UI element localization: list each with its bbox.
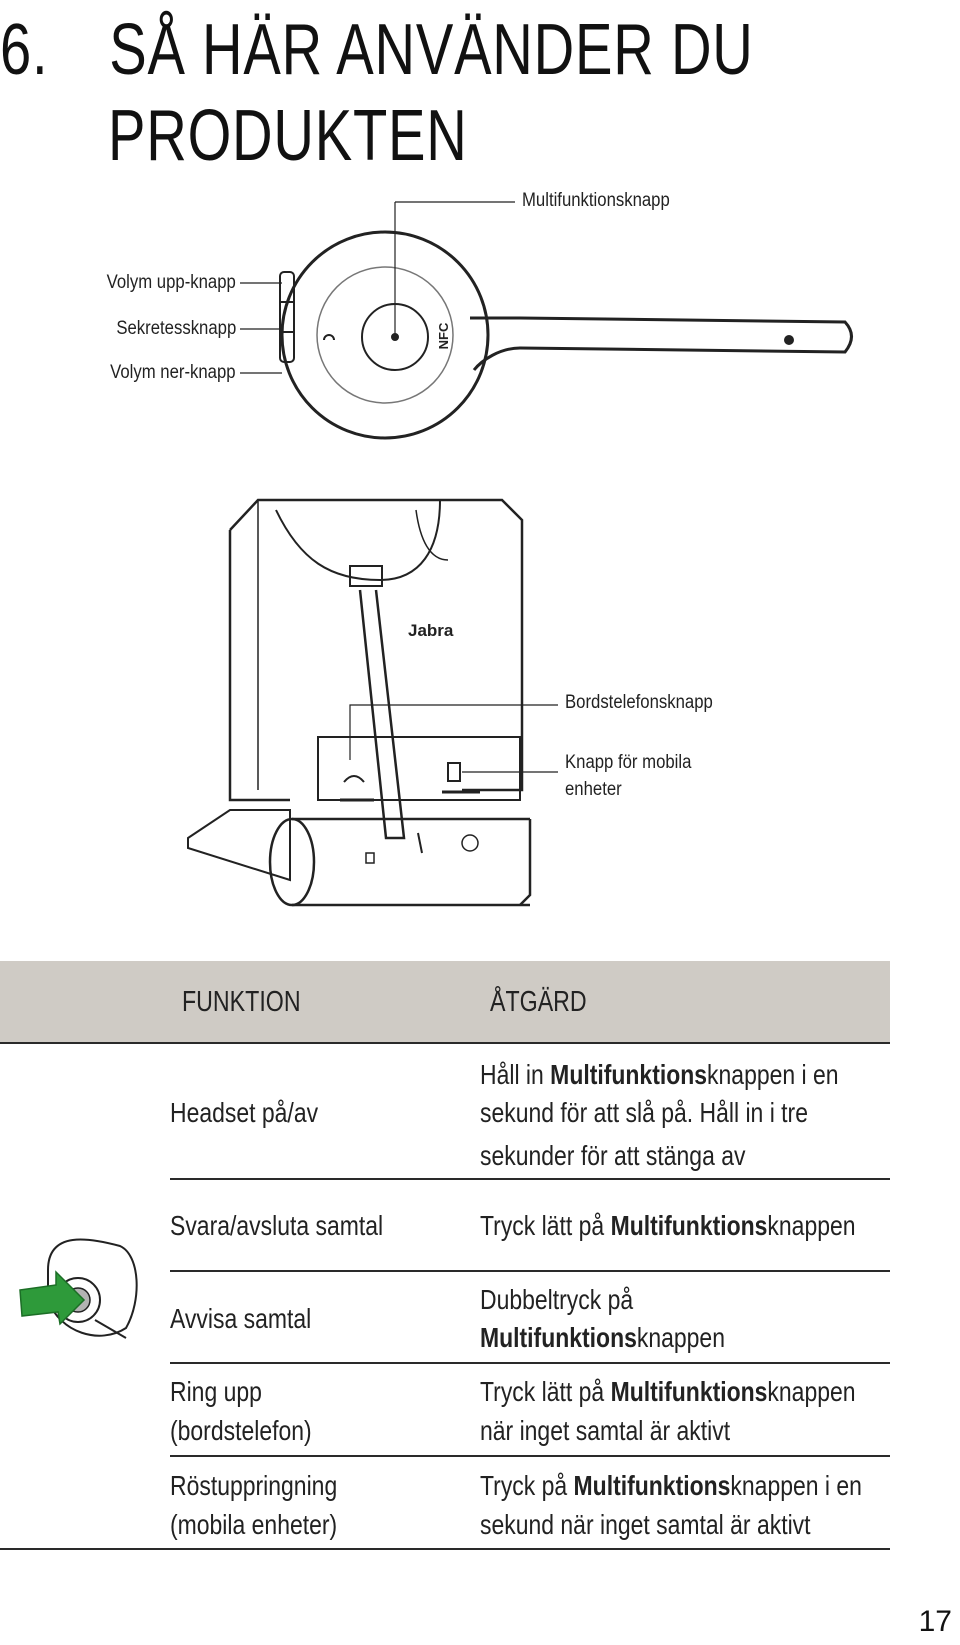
table-header (0, 961, 890, 1043)
table-divider (170, 1270, 890, 1272)
row4-action-line2: när inget samtal är aktivt (480, 1415, 731, 1446)
page-number: 17 (918, 1605, 952, 1638)
headset-earcup (282, 232, 488, 438)
headset-illustration (240, 202, 852, 438)
label-volume-down: Volym ner-knapp (110, 362, 236, 383)
base-roller (270, 819, 314, 905)
heading-line2: PRODUKTEN (108, 96, 468, 176)
mobile-button-icon (448, 763, 460, 781)
row5-function-line1: Röstuppringning (170, 1470, 338, 1501)
table-divider (170, 1362, 890, 1364)
label-mobile-button-line1: Knapp för mobila (565, 752, 692, 773)
row5-action-line1: Tryck på Multifunktionsknappen i en (480, 1470, 862, 1501)
row4-action-line1: Tryck lätt på Multifunktionsknappen (480, 1376, 856, 1407)
press-arrow-icon (20, 1272, 84, 1324)
nfc-label: NFC (436, 322, 451, 350)
row1-action-line2: sekund för att slå på. Håll in i tre (480, 1097, 808, 1128)
desk-phone-button-icon (344, 776, 364, 782)
brand-logo: Jabra (408, 621, 454, 640)
base-station-illustration (188, 500, 558, 905)
label-mute: Sekretessknapp (116, 318, 236, 339)
header-function: FUNKTION (182, 986, 301, 1018)
row3-function: Avvisa samtal (170, 1303, 312, 1334)
row4-function-line2: (bordstelefon) (170, 1415, 312, 1446)
label-mobile-button-line2: enheter (565, 779, 622, 800)
row3-action-line2: Multifunktionsknappen (480, 1322, 725, 1353)
label-desk-phone-button: Bordstelefonsknapp (565, 692, 713, 713)
row2-action-line1: Tryck lätt på Multifunktionsknappen (480, 1210, 856, 1241)
row5-function-line2: (mobila enheter) (170, 1509, 338, 1540)
label-volume-up: Volym upp-knapp (106, 272, 236, 293)
row2-function: Svara/avsluta samtal (170, 1210, 384, 1241)
row1-action-line1: Håll in Multifunktionsknappen i en (480, 1059, 839, 1090)
row1-function: Headset på/av (170, 1097, 319, 1128)
row4-function-line1: Ring upp (170, 1376, 262, 1407)
table-bottom-rule (0, 1548, 890, 1550)
label-multifunction: Multifunktionsknapp (522, 190, 670, 211)
section-number: 6. (0, 10, 49, 90)
header-action: ÅTGÄRD (490, 986, 587, 1018)
row3-action-line1: Dubbeltryck på (480, 1284, 634, 1315)
heading-line1: SÅ HÄR ANVÄNDER DU (109, 10, 754, 90)
table-divider (170, 1455, 890, 1457)
row1-action-line3: sekunder för att stänga av (480, 1140, 746, 1171)
table-divider (0, 1042, 890, 1044)
microphone-boom (470, 318, 852, 370)
mic-icon (784, 335, 794, 345)
row5-action-line2: sekund när inget samtal är aktivt (480, 1509, 811, 1540)
table-divider (170, 1178, 890, 1180)
